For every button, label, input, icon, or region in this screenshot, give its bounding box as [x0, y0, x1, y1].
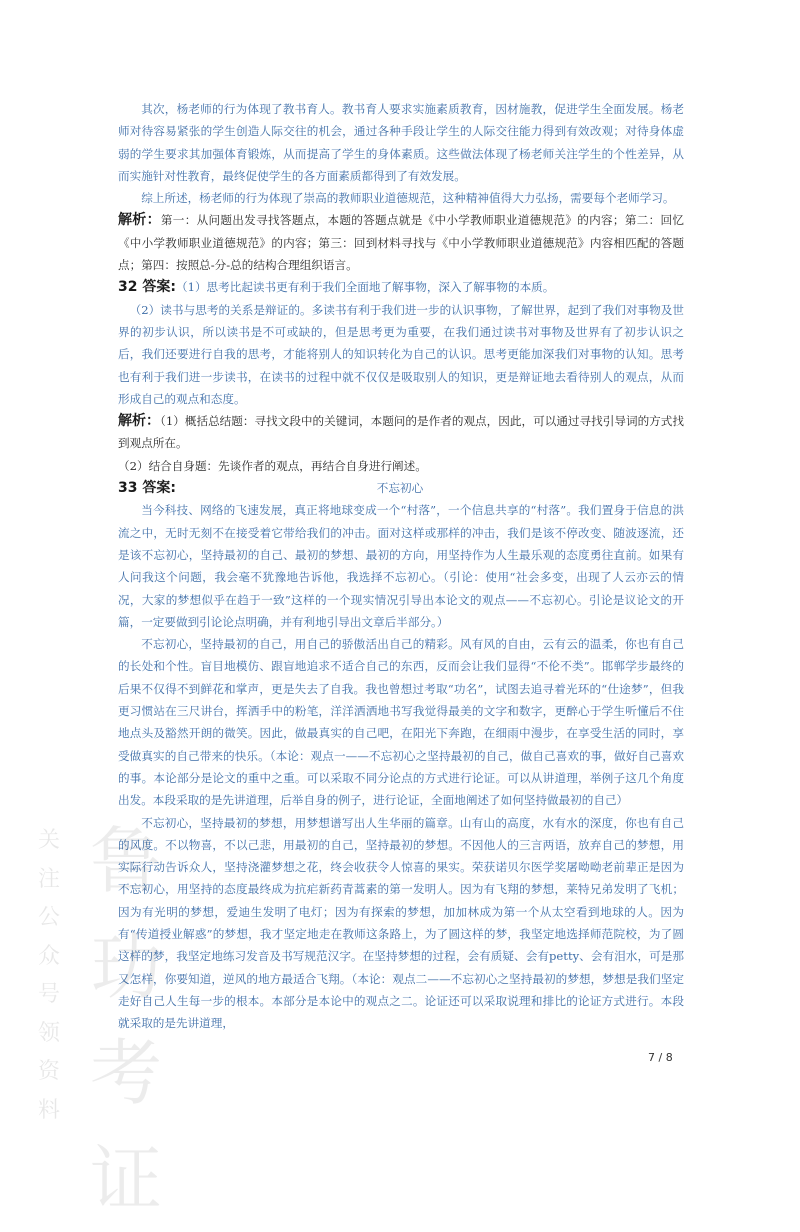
- watermark-char: 公: [37, 905, 60, 930]
- essay-body-point-1: 不忘初心，坚持最初的自己，用自己的骄傲活出自己的精彩。风有风的自由，云有云的温柔，你也有自己的长处和个性。盲目地模仿、跟盲地追求不适合自己的东西，反而会让我们显得“不伦不类”。邯郸学步最终的后果不仅得不到鲜花和掌声，更是失去了自我。我也曾想过考取“功名”，试图去追寻着光环的“仕途梦”，但我更习惯站在三尺讲台，挥洒手中的粉笔，洋洋洒洒地书写我觉得最美的文字和数字，更醉心于学生听懂后不住地点头及豁然开朗的微笑。因此，做最真实的自己吧，在阳光下奔跑，在细雨中漫步，在享受生活的同时，享受做真实的自己带来的快乐。（本论：观点一——不忘初心之坚持最初的自己，做自己喜欢的事，做好自己喜欢的事。本论部分是论文的重中之重。可以采取不同分论点的方式进行论证。可以从讲道理，举例子这几个角度出发。本段采取的是先讲道理，后举自身的例子，进行论证，全面地阐述了如何坚持做最初的自己）: [118, 637, 684, 808]
- analysis-text: 第一：从问题出发寻找答题点，本题的答题点就是《中小学教师职业道德规范》的内容；第二：回忆《中小学教师职业道德规范》的内容；第三：回到材料寻找与《中小学教师职业道德规范》内容相匹配的答题点；第四：按照总-分-总的结构合理组织语言。: [118, 213, 684, 273]
- paragraph-conclusion: 综上所述，杨老师的行为体现了崇高的教师职业道德规范，这种精神值得大力弘扬，需要每个老师学习。: [141, 191, 675, 206]
- analysis-label: 解析：: [118, 212, 161, 229]
- watermark-char: 证: [89, 1137, 162, 1221]
- analysis-label: 解析：: [118, 413, 161, 430]
- page-number: 7 / 8: [648, 1051, 673, 1064]
- essay-body-point-2: 不忘初心，坚持最初的梦想，用梦想谱写出人生华丽的篇章。山有山的高度，水有水的深度，你也有自己的风度。不以物喜，不以己悲，用最初的自己，坚持最初的梦想。不因他人的三言两语，放弃自己的梦想，用实际行动告诉众人，坚持浇灌梦想之花，终会收获令人惊喜的果实。荣获诺贝尔医学奖屠呦呦老前辈正是因为不忘初心，用坚持的态度最终成为抗疟新药青蒿素的第一发明人。因为有飞翔的梦想，莱特兄弟发明了飞机；因为有光明的梦想，爱迪生发明了电灯；因为有探索的梦想，加加林成为第一个从太空看到地球的人。因为有“传道授业解惑”的梦想，我才坚定地走在教师这条路上，为了圆这样的梦，我坚定地选择师范院校，为了圆这样的梦，我坚定地练习发音及书写规范汉字。在坚持梦想的过程，会有质疑、会有petty、会有泪水，可是那又怎样，你要知道，逆风的地方最适合飞翔。（本论：观点二——不忘初心之坚持最初的梦想，梦想是我们坚定走好自己人生每一步的根本。本部分是本论中的观点之二。论证还可以采取说理和排比的论证方式进行。本段就采取的是先讲道理，: [118, 815, 684, 1031]
- answer-33-label: 33 答案:: [118, 480, 176, 497]
- watermark-char: 玏: [89, 925, 162, 1009]
- answer-32-block: [118, 276, 684, 298]
- paragraph-teaching-and-educating: 其次，杨老师的行为体现了教书育人。教书育人要求实施素质教育，因材施教，促进学生全面发展。杨老师对待容易紧张的学生创造人际交往的机会，通过各种手段让学生的人际交往能力得到有效改观；对待身体虚弱的学生要求其加强体育锻炼，从而提高了学生的身体素质。这些做法体现了杨老师关注学生的个性差异，从而实施针对性教育，最终促使学生的各方面素质都得到了有效发展。: [118, 102, 684, 183]
- analysis-block-31: [118, 209, 684, 276]
- watermark-char: 号: [37, 982, 60, 1007]
- analysis-32-part-2: （2）结合自身题：先谈作者的观点，再结合自身进行阐述。: [118, 458, 427, 473]
- analysis-block-32: [118, 410, 684, 455]
- watermark-char: 考: [89, 1031, 162, 1115]
- answer-32-label: 32 答案:: [118, 279, 176, 296]
- watermark-brand: [66, 808, 186, 1232]
- watermark-char: 料: [37, 1097, 60, 1123]
- answer-32-point-2: （2）读书与思考的关系是辩证的。多读书有利于我们进一步的认识事物，了解世界，起到了我们对事物及世界的初步认识，所以读书是不可或缺的，但是思考更为重要，在我们通过读书对事物及世界有了初步认识之后，我们还要进行自我的思考，才能将别人的知识转化为自己的认识。思考更能加深我们对事物的认知。思考也有利于我们进一步读书，在读书的过程中就不仅仅是吸取别人的知识，更是辩证地去看待别人的观点，从而形成自己的观点和态度。: [118, 302, 684, 406]
- essay-introduction: 当今科技、网络的飞速发展，真正将地球变成一个“村落”，一个信息共享的“村落”。我们置身于信息的洪流之中，无时无刻不在接受着它带给我们的冲击。面对这样或那样的冲击，我们是该不停改变、随波逐流，还是该不忘初心，坚持最初的自己、最初的梦想、最初的方向，用坚持作为人生最乐观的态度勇往直前。如果有人问我这个问题，我会毫不犹豫地告诉他，我选择不忘初心。（引论：使用“社会多变，出现了人云亦云的情况，大家的梦想似乎在趋于一致”这样的一个现实情况引导出本论文的观点——不忘初心。引论是议论文的开篇，一定要做到引论论点明确，并有利地引导出文章后半部分。）: [118, 503, 684, 629]
- watermark-char: 领: [37, 1020, 60, 1046]
- page-content: [118, 98, 684, 1034]
- analysis-text: （1）概括总结题：寻找文段中的关键词，本题问的是作者的观点，因此，可以通过寻找引导词的方式找到观点所在。: [118, 414, 684, 451]
- watermark-char: 鲁: [89, 819, 162, 903]
- watermark-char: 资: [37, 1059, 60, 1084]
- watermark-vertical-text: [37, 822, 61, 1130]
- answer-33-header: [118, 477, 684, 499]
- answer-32-point-1: （1）思考比起读书更有利于我们全面地了解事物，深入了解事物的本质。: [175, 280, 555, 295]
- watermark-char: 注: [37, 866, 60, 892]
- watermark-char: 关: [37, 828, 60, 853]
- watermark-char: 众: [37, 943, 60, 969]
- essay-title: 不忘初心: [376, 481, 424, 496]
